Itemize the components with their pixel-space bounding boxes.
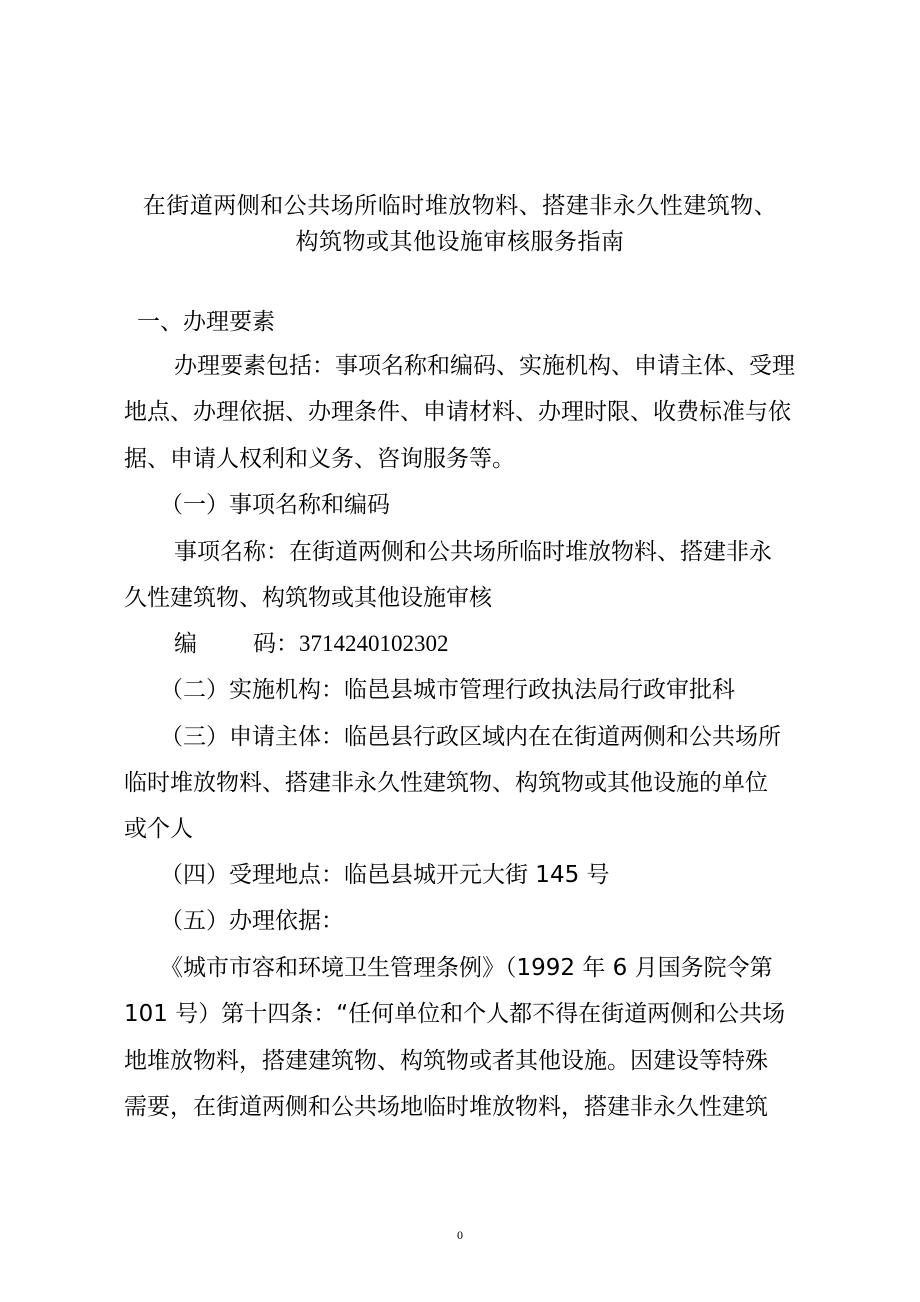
- code-line: [174, 627, 449, 661]
- code-value: 3714240102302: [299, 631, 449, 656]
- document-title-line-1: 在街道两侧和公共场所临时堆放物料、搭建非永久性建筑物、: [142, 193, 778, 219]
- paragraph-line: 《城市市容和环境卫生管理条例》（1992 年 6 月国务院令第: [160, 955, 773, 981]
- paragraph-line: 临时堆放物料、搭建非永久性建筑物、构筑物或其他设施的单位: [124, 770, 768, 796]
- subsection-heading: （四）受理地点：临邑县城开元大街 145 号: [160, 862, 610, 888]
- paragraph-line: 地堆放物料，搭建建筑物、构筑物或者其他设施。因建设等特殊: [124, 1048, 768, 1074]
- subsection-heading: （五）办理依据：: [160, 908, 344, 934]
- document-title-line-2: 构筑物或其他设施审核服务指南: [295, 229, 625, 255]
- subsection-heading: （三）申请主体：临邑县行政区域内在在街道两侧和公共场所: [160, 724, 781, 750]
- paragraph-line: 101 号）第十四条：“任何单位和个人都不得在街道两侧和公共场: [124, 1001, 786, 1027]
- code-label-b: 码：: [253, 631, 299, 657]
- page-number: 0: [457, 1228, 463, 1242]
- paragraph-line: 地点、办理依据、办理条件、申请材料、办理时限、收费标准与依: [124, 399, 791, 425]
- subsection-heading: （二）实施机构：临邑县城市管理行政执法局行政审批科: [160, 677, 735, 703]
- section-heading: 一、办理要素: [137, 309, 275, 335]
- paragraph-line: 或个人: [124, 816, 193, 842]
- code-label-a: 编: [174, 631, 197, 657]
- paragraph-line: 据、申请人权利和义务、咨询服务等。: [124, 446, 515, 472]
- paragraph-line: 办理要素包括：事项名称和编码、实施机构、申请主体、受理: [174, 353, 795, 379]
- paragraph-line: 需要，在街道两侧和公共场地临时堆放物料，搭建非永久性建筑: [124, 1094, 768, 1120]
- subsection-heading: （一）事项名称和编码: [160, 492, 390, 518]
- paragraph-line: 久性建筑物、构筑物或其他设施审核: [124, 585, 492, 611]
- paragraph-line: 事项名称：在街道两侧和公共场所临时堆放物料、搭建非永: [174, 539, 772, 565]
